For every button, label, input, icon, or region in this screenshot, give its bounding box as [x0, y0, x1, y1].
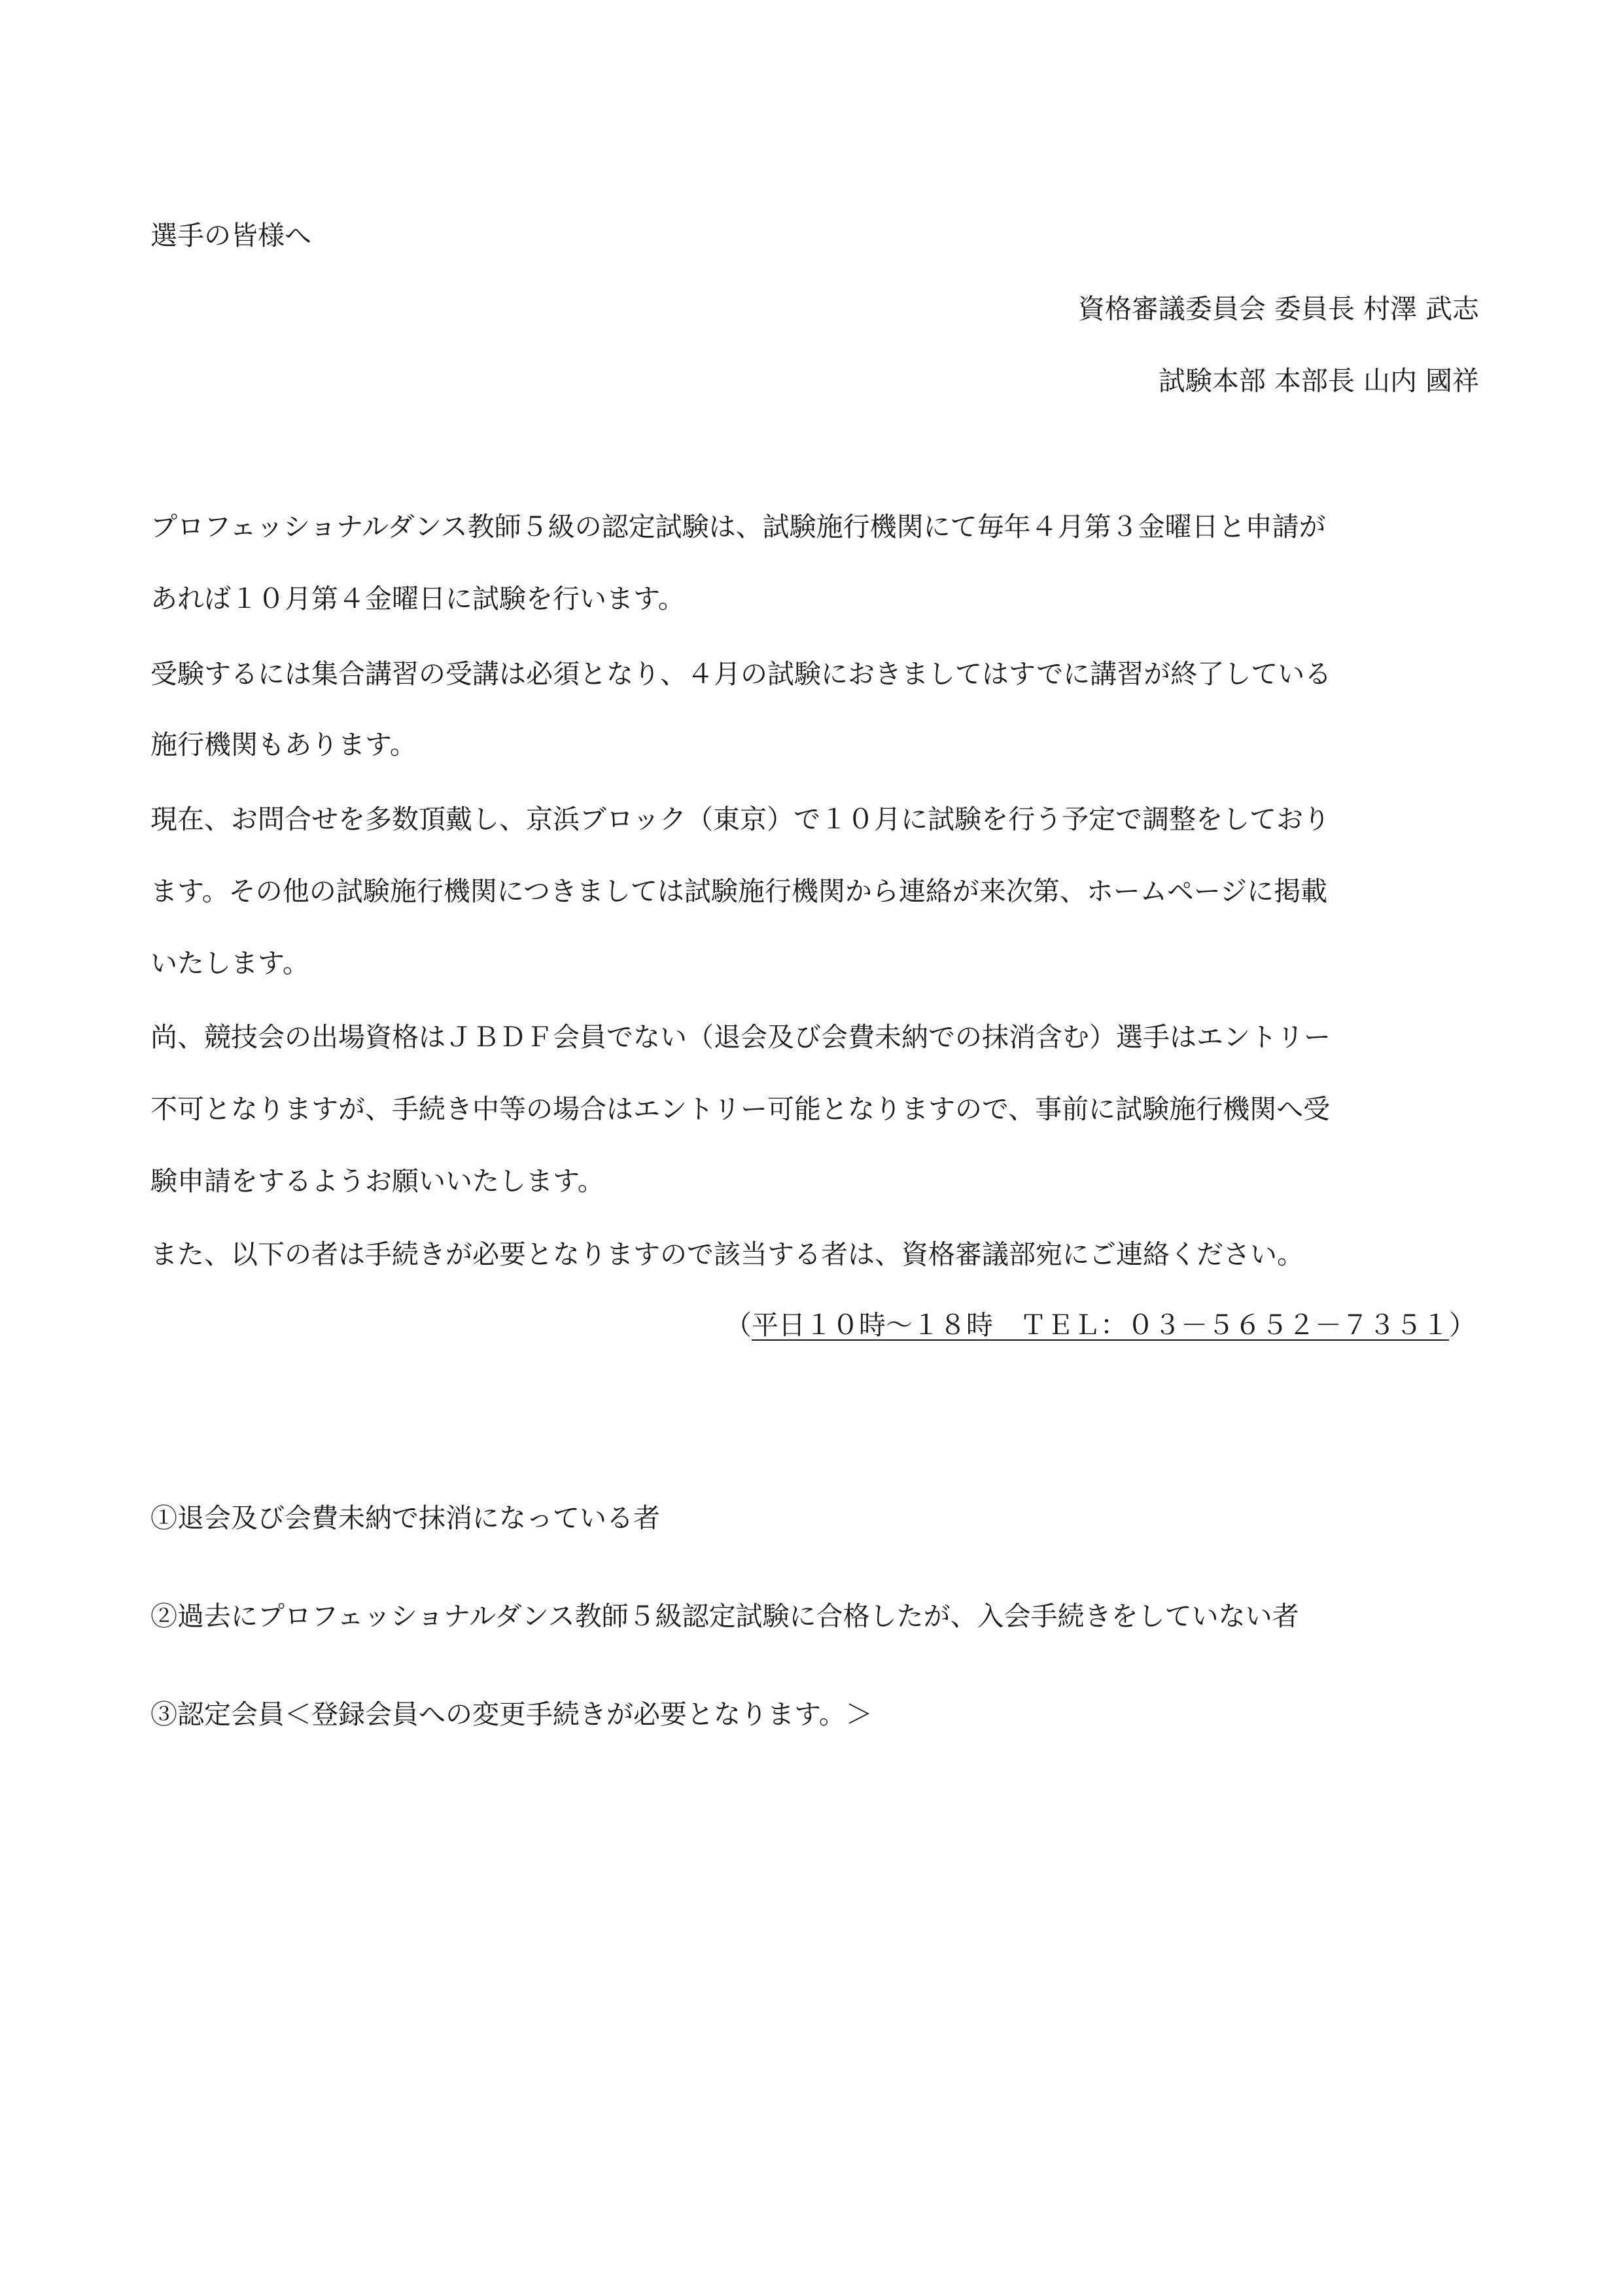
- contact-hours-phone: 平日１０時～１８時 ＴＥＬ：０３－５６５２－７３５１: [752, 1309, 1449, 1341]
- sender-committee-chair: 資格審議委員会 委員長 村澤 武志: [1077, 293, 1479, 325]
- list-item: ③認定会員＜登録会員への変更手続きが必要となります。＞: [150, 1699, 873, 1730]
- body-paragraph-3-line-1: 現在、お問合せを多数頂戴し、京浜ブロック（東京）で１０月に試験を行う予定で調整をしており: [150, 804, 1331, 835]
- list-item: ②過去にプロフェッショナルダンス教師５級認定試験に合格したが、入会手続きをしていない者: [150, 1600, 1299, 1632]
- body-paragraph-1-line-2: あれば１０月第４金曜日に試験を行います。: [150, 583, 685, 614]
- list-item: ①退会及び会費未納で抹消になっている者: [150, 1502, 660, 1534]
- body-paragraph-4-line-1: 尚、競技会の出場資格はＪＢＤＦ会員でない（退会及び会費未納での抹消含む）選手はエントリー: [150, 1021, 1331, 1053]
- contact-close-paren: ）: [1449, 1309, 1476, 1341]
- body-paragraph-4-line-3: 験申請をするようお願いいたします。: [150, 1165, 604, 1197]
- body-paragraph-1-line-1: プロフェッショナルダンス教師５級の認定試験は、試験施行機関にて毎年４月第３金曜日と申請が: [150, 511, 1326, 542]
- body-paragraph-2-line-1: 受験するには集合講習の受講は必須となり、４月の試験におきましてはすでに講習が終了している: [150, 658, 1332, 690]
- contact-open-paren: （: [725, 1309, 752, 1341]
- body-paragraph-3-line-2: ます。その他の試験施行機関につきましては試験施行機関から連絡が来次第、ホームページに掲載: [150, 875, 1328, 907]
- body-paragraph-2-line-2: 施行機関もあります。: [150, 729, 417, 760]
- body-paragraph-4-line-2: 不可となりますが、手続き中等の場合はエントリー可能となりますので、事前に試験施行機関へ受: [150, 1093, 1331, 1125]
- salutation: 選手の皆様へ: [150, 220, 311, 251]
- body-paragraph-5-line-1: また、以下の者は手続きが必要となりますので該当する者は、資格審議部宛にご連絡ください。: [150, 1239, 1304, 1270]
- sender-exam-headquarters: 試験本部 本部長 山内 國祥: [1158, 365, 1479, 397]
- body-paragraph-3-line-3: いたします。: [150, 947, 309, 979]
- contact-info: [725, 1309, 1476, 1341]
